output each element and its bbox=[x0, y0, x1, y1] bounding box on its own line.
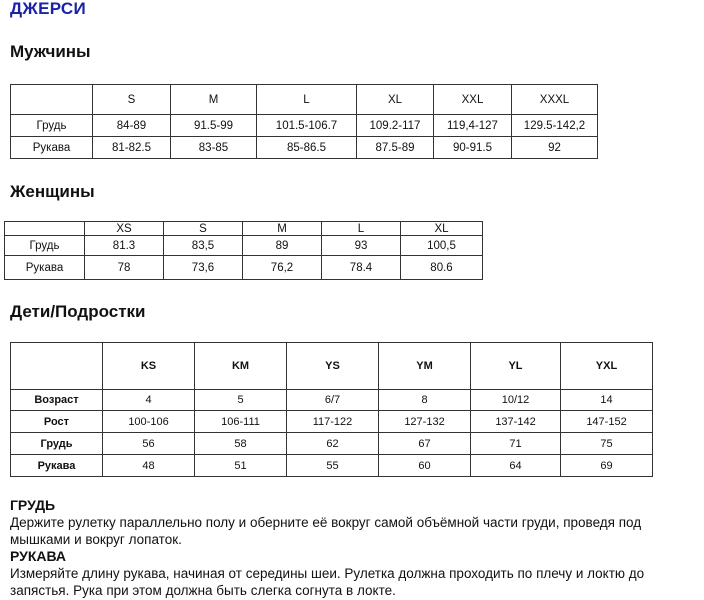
size-header-cell: XXL bbox=[434, 85, 512, 115]
table-cell: 69 bbox=[561, 455, 653, 477]
table-cell: 117-122 bbox=[287, 411, 379, 433]
size-header-cell: L bbox=[322, 222, 401, 236]
table-cell: 75 bbox=[561, 433, 653, 455]
table-cell: 83-85 bbox=[171, 137, 257, 159]
table-cell: 100-106 bbox=[103, 411, 195, 433]
row-label: Рукава bbox=[11, 455, 103, 477]
measure-help bbox=[10, 497, 700, 599]
size-header-cell: L bbox=[257, 85, 357, 115]
size-header-cell: M bbox=[171, 85, 257, 115]
table-cell: 4 bbox=[103, 390, 195, 411]
table-cell: 127-132 bbox=[379, 411, 471, 433]
women-heading: Женщины bbox=[10, 182, 95, 201]
table-cell: 83,5 bbox=[164, 236, 243, 256]
table-cell: 109.2-117 bbox=[357, 115, 434, 137]
table-cell: 10/12 bbox=[471, 390, 561, 411]
header-cell bbox=[11, 343, 103, 390]
size-header-cell: XL bbox=[401, 222, 483, 236]
size-header-cell: KM bbox=[195, 343, 287, 390]
page-title: ДЖЕРСИ bbox=[10, 0, 87, 18]
table-cell: 14 bbox=[561, 390, 653, 411]
row-label: Грудь bbox=[11, 433, 103, 455]
table-cell: 76,2 bbox=[243, 256, 322, 280]
size-header-cell: XL bbox=[357, 85, 434, 115]
table-cell: 81.3 bbox=[85, 236, 164, 256]
table-cell: 80.6 bbox=[401, 256, 483, 280]
chest-help-title: ГРУДЬ bbox=[10, 497, 56, 513]
table-cell: 137-142 bbox=[471, 411, 561, 433]
table-cell: 78 bbox=[85, 256, 164, 280]
table-header-row bbox=[11, 343, 653, 390]
table-cell: 92 bbox=[512, 137, 598, 159]
row-label: Рукава bbox=[11, 137, 93, 159]
table-row bbox=[11, 390, 653, 411]
table-cell: 5 bbox=[195, 390, 287, 411]
table-cell: 90-91.5 bbox=[434, 137, 512, 159]
table-cell: 71 bbox=[471, 433, 561, 455]
table-cell: 101.5-106.7 bbox=[257, 115, 357, 137]
table-cell: 100,5 bbox=[401, 236, 483, 256]
table-cell: 56 bbox=[103, 433, 195, 455]
table-cell: 51 bbox=[195, 455, 287, 477]
table-cell: 64 bbox=[471, 455, 561, 477]
row-label: Рост bbox=[11, 411, 103, 433]
table-cell: 119,4-127 bbox=[434, 115, 512, 137]
row-label: Грудь bbox=[11, 115, 93, 137]
size-header-cell: YXL bbox=[561, 343, 653, 390]
sleeve-help-title: РУКАВА bbox=[10, 548, 67, 564]
size-header-cell: M bbox=[243, 222, 322, 236]
kids-size-table bbox=[10, 342, 653, 477]
row-label: Рукава bbox=[5, 256, 85, 280]
table-cell: 87.5-89 bbox=[357, 137, 434, 159]
table-cell: 106-111 bbox=[195, 411, 287, 433]
table-header-row bbox=[5, 222, 483, 236]
chest-help-text: Держите рулетку параллельно полу и оберните её вокруг самой объёмной части груди, проведя под мышками и вокруг лопаток. bbox=[10, 515, 642, 547]
table-row bbox=[11, 115, 598, 137]
header-cell bbox=[5, 222, 85, 236]
table-cell: 73,6 bbox=[164, 256, 243, 280]
table-row bbox=[5, 236, 483, 256]
header-cell bbox=[11, 85, 93, 115]
table-cell: 81-82.5 bbox=[93, 137, 171, 159]
table-header-row bbox=[11, 85, 598, 115]
table-cell: 8 bbox=[379, 390, 471, 411]
table-cell: 55 bbox=[287, 455, 379, 477]
table-cell: 85-86.5 bbox=[257, 137, 357, 159]
table-row bbox=[5, 256, 483, 280]
men-size-table bbox=[10, 84, 598, 159]
table-row bbox=[11, 455, 653, 477]
table-cell: 89 bbox=[243, 236, 322, 256]
table-cell: 58 bbox=[195, 433, 287, 455]
table-cell: 78.4 bbox=[322, 256, 401, 280]
size-header-cell: S bbox=[164, 222, 243, 236]
sleeve-help-text: Измеряйте длину рукава, начиная от середины шеи. Рулетка должна проходить по плечу и локтю до запястья. Рука при этом должна быть слегка согнута в локте. bbox=[10, 566, 645, 598]
table-cell: 129.5-142,2 bbox=[512, 115, 598, 137]
size-header-cell: YM bbox=[379, 343, 471, 390]
table-cell: 6/7 bbox=[287, 390, 379, 411]
table-row bbox=[11, 137, 598, 159]
table-cell: 93 bbox=[322, 236, 401, 256]
table-row bbox=[11, 433, 653, 455]
size-header-cell: S bbox=[93, 85, 171, 115]
size-header-cell: YL bbox=[471, 343, 561, 390]
size-header-cell: XS bbox=[85, 222, 164, 236]
size-header-cell: KS bbox=[103, 343, 195, 390]
row-label: Возраст bbox=[11, 390, 103, 411]
table-cell: 60 bbox=[379, 455, 471, 477]
table-cell: 48 bbox=[103, 455, 195, 477]
kids-heading: Дети/Подростки bbox=[10, 302, 146, 321]
table-cell: 67 bbox=[379, 433, 471, 455]
men-heading: Мужчины bbox=[10, 42, 91, 61]
row-label: Грудь bbox=[5, 236, 85, 256]
table-cell: 84-89 bbox=[93, 115, 171, 137]
table-row bbox=[11, 411, 653, 433]
table-cell: 91.5-99 bbox=[171, 115, 257, 137]
size-header-cell: XXXL bbox=[512, 85, 598, 115]
table-cell: 147-152 bbox=[561, 411, 653, 433]
table-cell: 62 bbox=[287, 433, 379, 455]
size-header-cell: YS bbox=[287, 343, 379, 390]
women-size-table bbox=[4, 221, 483, 280]
